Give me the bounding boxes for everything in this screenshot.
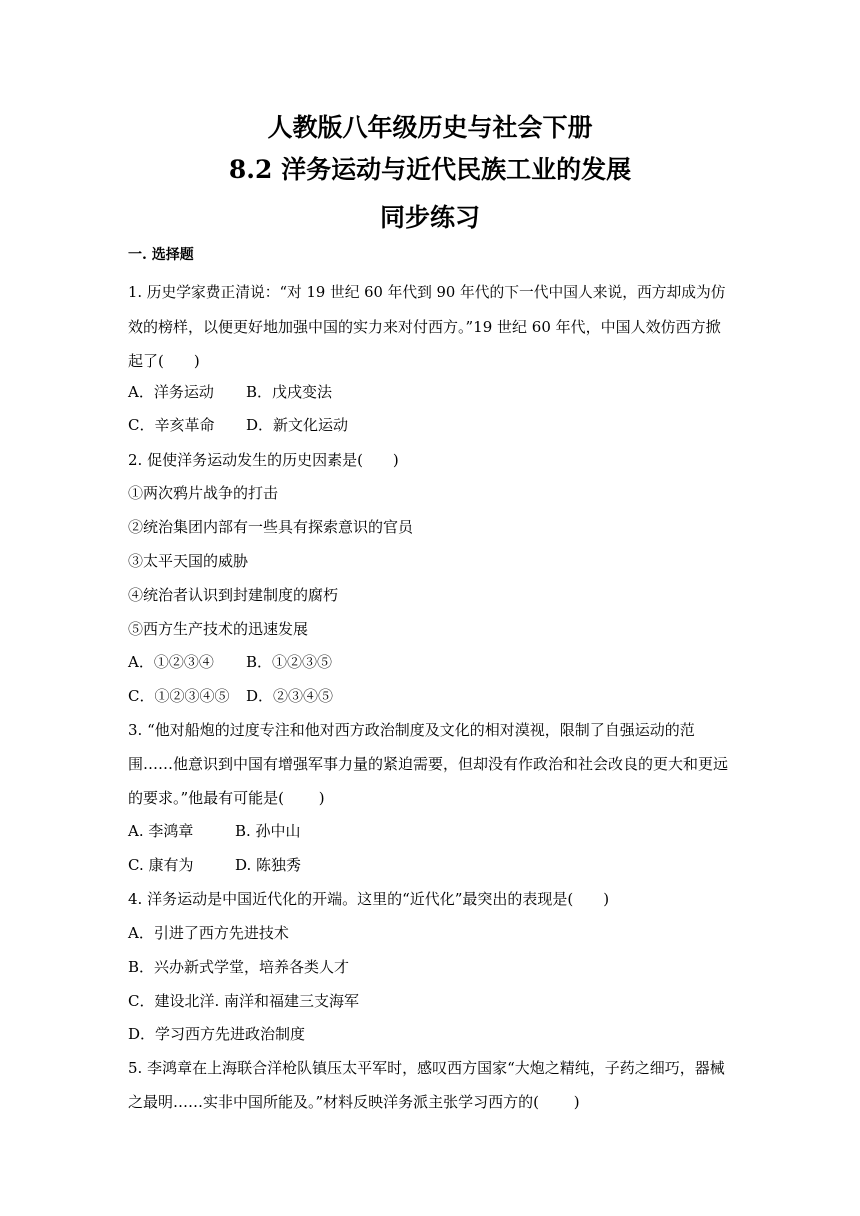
title-line-1: 人教版八年级历史与社会下册 <box>267 113 593 142</box>
q2-option-d: D．②③④⑤ <box>246 687 334 705</box>
q3-option-b: B. 孙中山 <box>235 822 301 840</box>
q3-option-a: A. 李鸿章 <box>128 822 194 840</box>
q1-option-b: B．戊戌变法 <box>246 383 333 401</box>
section-heading: 一. 选择题 <box>128 247 194 263</box>
q2-option-b: B．①②③⑤ <box>246 653 333 671</box>
q5-line-2: 之最明……实非中国所能及。”材料反映洋务派主张学习西方的( ) <box>128 1093 580 1111</box>
q3-option-c: C. 康有为 <box>128 856 194 874</box>
q2-item-4: ④统治者认识到封建制度的腐朽 <box>128 586 339 604</box>
q2-item-5: ⑤西方生产技术的迅速发展 <box>128 620 309 638</box>
q3-line-3: 的要求。”他最有可能是( ) <box>128 789 325 807</box>
q1-option-d: D．新文化运动 <box>246 416 349 434</box>
q2-option-a: A．①②③④ <box>128 653 214 671</box>
q3-line-1: 3. “他对船炮的过度专注和他对西方政治制度及文化的相对漠视，限制了自强运动的范 <box>128 721 695 739</box>
q3-line-2: 围……他意识到中国有增强军事力量的紧迫需要，但却没有作政治和社会改良的更大和更远 <box>128 755 729 773</box>
q1-option-a: A．洋务运动 <box>128 383 214 401</box>
q2-option-c: C．①②③④⑤ <box>128 687 230 705</box>
q4-option-b: B．兴办新式学堂，培养各类人才 <box>128 958 350 976</box>
q2-stem: 2. 促使洋务运动发生的历史因素是( ) <box>128 451 399 469</box>
q2-item-1: ①两次鸦片战争的打击 <box>128 484 279 502</box>
q1-option-c: C．辛亥革命 <box>128 416 215 434</box>
q1-line-3: 起了( ) <box>128 352 200 370</box>
title-line-3: 同步练习 <box>379 203 480 232</box>
q4-option-c: C．建设北洋. 南洋和福建三支海军 <box>128 992 360 1010</box>
q2-item-3: ③太平天国的威胁 <box>128 552 249 570</box>
q1-line-1: 1. 历史学家费正清说：“对 19 世纪 60 年代到 90 年代的下一代中国人来说，西方却成为仿 <box>128 284 726 301</box>
q4-stem: 4. 洋务运动是中国近代化的开端。这里的“近代化”最突出的表现是( ) <box>128 890 610 908</box>
title-line-2: 8.2 洋务运动与近代民族工业的发展 <box>228 155 632 184</box>
q4-option-a: A．引进了西方先进技术 <box>128 924 289 942</box>
q1-line-2: 效的榜样，以便更好地加强中国的实力来对付西方。”19 世纪 60 年代，中国人效仿西方掀 <box>128 318 721 336</box>
q5-line-1: 5. 李鸿章在上海联合洋枪队镇压太平军时，感叹西方国家“大炮之精纯，子药之细巧，器械 <box>128 1059 725 1077</box>
q2-item-2: ②统治集团内部有一些具有探索意识的官员 <box>128 518 414 536</box>
q3-option-d: D. 陈独秀 <box>235 856 302 874</box>
q4-option-d: D．学习西方先进政治制度 <box>128 1025 306 1043</box>
